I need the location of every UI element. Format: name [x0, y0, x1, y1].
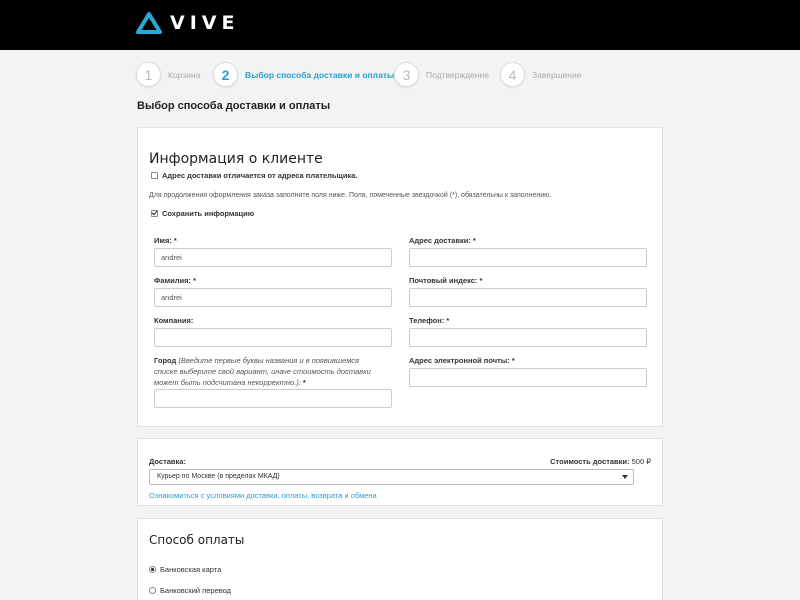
step-label: Завершение [532, 69, 582, 80]
delivery-terms-link[interactable]: Ознакомиться с условиями доставки, оплаты, возврата и обмена [149, 491, 377, 500]
diff-address-label: Адрес доставки отличается от адреса плательщика. [162, 171, 358, 180]
delivery-cost-label: Стоимость доставки: [550, 457, 630, 466]
payment-option-label: Банковская карта [160, 565, 222, 574]
step-number: 2 [213, 62, 238, 87]
address-input[interactable] [409, 248, 647, 267]
city-required-mark: * [300, 378, 306, 387]
email-input[interactable] [409, 368, 647, 387]
payment-radio-card[interactable] [149, 566, 156, 573]
required-fields-note: Для продолжения оформления заказа заполните поля ниже. Поля, помеченные звездочкой (*), обязательны к заполнению. [149, 192, 552, 199]
phone-label: Телефон: * [409, 316, 450, 325]
city-input[interactable] [154, 389, 392, 408]
chevron-down-icon [622, 475, 628, 479]
city-hint: (Введите первые буквы названия и в появившемся списке выберите свой вариант, иначе стоимость доставки может быть подсчитана некорректно.): [154, 356, 371, 387]
company-input[interactable] [154, 328, 392, 347]
diff-address-option[interactable] [151, 171, 357, 180]
step-label: Выбор способа доставки и оплаты [245, 69, 395, 80]
first-name-label: Имя: * [154, 236, 177, 245]
delivery-selected-value: Курьер по Москве (в пределах МКАД) [157, 473, 280, 480]
payment-option-label: Банковский перевод [160, 586, 232, 595]
delivery-cost [550, 457, 651, 466]
last-name-input[interactable]: andrei [154, 288, 392, 307]
save-info-label: Сохранить информацию [162, 209, 255, 218]
delivery-select[interactable] [149, 469, 634, 485]
step-label: Подтверждение [426, 69, 489, 80]
step-number: 4 [500, 62, 525, 87]
zip-input[interactable] [409, 288, 647, 307]
step-confirmation[interactable] [394, 62, 489, 87]
address-label: Адрес доставки: * [409, 236, 476, 245]
step-cart[interactable] [136, 62, 200, 87]
payment-radio-transfer[interactable] [149, 587, 156, 594]
client-info-panel [137, 127, 663, 427]
logo-text: VIVE [170, 12, 240, 34]
payment-option-transfer[interactable] [149, 586, 231, 595]
step-completion[interactable] [500, 62, 581, 87]
phone-input[interactable] [409, 328, 647, 347]
first-name-input[interactable]: andrei [154, 248, 392, 267]
delivery-panel [137, 438, 663, 506]
payment-option-card[interactable] [149, 565, 221, 574]
save-info-checkbox[interactable] [151, 210, 158, 217]
vive-logo[interactable] [136, 11, 239, 35]
city-label-text: Город [154, 356, 177, 365]
payment-title: Способ оплаты [149, 533, 245, 547]
zip-label: Почтовый индекс: * [409, 276, 483, 285]
step-delivery-payment[interactable] [213, 62, 394, 87]
page-title: Выбор способа доставки и оплаты [137, 100, 331, 112]
last-name-label: Фамилия: * [154, 276, 196, 285]
top-bar [0, 0, 800, 50]
step-number: 1 [136, 62, 161, 87]
vive-logo-icon [136, 11, 162, 35]
delivery-label: Доставка: [149, 457, 186, 466]
diff-address-checkbox[interactable] [151, 172, 158, 179]
company-label: Компания: [154, 316, 194, 325]
city-label [154, 355, 384, 388]
step-number: 3 [394, 62, 419, 87]
email-label: Адрес электронной почты: * [409, 356, 515, 365]
client-info-title: Информация о клиенте [149, 151, 323, 167]
step-label: Корзина [168, 69, 201, 80]
delivery-cost-value: 500 ₽ [631, 457, 651, 466]
payment-panel [137, 518, 663, 600]
save-info-option[interactable] [151, 209, 254, 218]
